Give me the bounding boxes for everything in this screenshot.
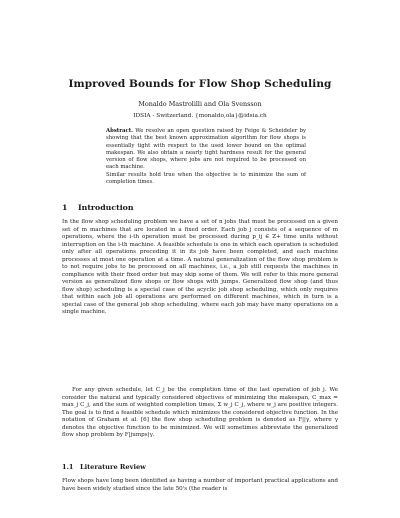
paper-authors: Monaldo Mastrolilli and Ola Svensson bbox=[138, 100, 262, 108]
subsection-title: Literature Review bbox=[80, 463, 146, 471]
abstract-label: Abstract. bbox=[106, 128, 133, 134]
subsection-number: 1.1 bbox=[62, 463, 74, 471]
body-paragraph-1: In the flow shop scheduling problem we have a set of n jobs that must be processed on a given set of m machines that are located in a fixed order. Each job j consists of a sequence of m operations, where the i-th operation must be processed during p_ij ∈ Z+ time units without interruption on the i-th machine. A feasible schedule is one in which each operation is scheduled only after all operations preceding it in its job have been completed, and each machine processes at most one operation at a time. A natural generalization of the flow shop problem is to not require jobs to be processed on all machines, i.e., a job still requests the machines in compliance with their fixed order but may skip some of them. We will refer to this more general version as generalized flow shops or flow shops with jumps. Generalized flow shop (and thus flow shop) scheduling is a special case of the acyclic job shop scheduling, which only requires that within each job all operations are performed on different machines, which in turn is a special case of the general job shop scheduling, where each job may have many operations on a single machine. bbox=[62, 219, 338, 315]
section-heading bbox=[62, 203, 134, 212]
body-paragraph-2: For any given schedule, let C_j be the completion time of the last operation of job j. We consider the natural and typically considered objectives of minimizing the makespan, C_max = max_j C_j, and the sum of weighted completion times, Σ w_j C_j, where w_j are positive integers. The goal is to find a feasible schedule which minimizes the considered objective function. In the notation of Graham et al. [6] the flow shop scheduling problem is denoted as F||γ, where γ denotes the objective function to be minimized. We will sometimes abbreviate the generalized flow shop problem by F|jumps|γ. bbox=[62, 387, 338, 438]
subsection-heading bbox=[62, 463, 146, 471]
paper-title: Improved Bounds for Flow Shop Scheduling bbox=[68, 78, 332, 90]
abstract-text: We resolve an open question raised by Feige & Scheideler by showing that the best known approximation algorithm for flow shops is essentially tight with respect to the used lower bound on the optimal makespan. We also obtain a nearly tight hardness result for the general version of flow shops, where jobs are not required to be processed on each machine. bbox=[106, 128, 306, 171]
section-title: Introduction bbox=[78, 203, 134, 212]
section-number: 1 bbox=[62, 203, 68, 212]
abstract bbox=[106, 128, 306, 186]
paper-affiliation: IDSIA - Switzerland. {monaldo,ola}@idsia.ch bbox=[133, 113, 267, 119]
body-paragraph-3: Flow shops have long been identified as having a number of important practical applications and have been widely studied since the late 50's (the reader is bbox=[62, 478, 338, 492]
abstract-text-2: Similar results hold true when the objective is to minimize the sum of completion times. bbox=[106, 171, 306, 186]
